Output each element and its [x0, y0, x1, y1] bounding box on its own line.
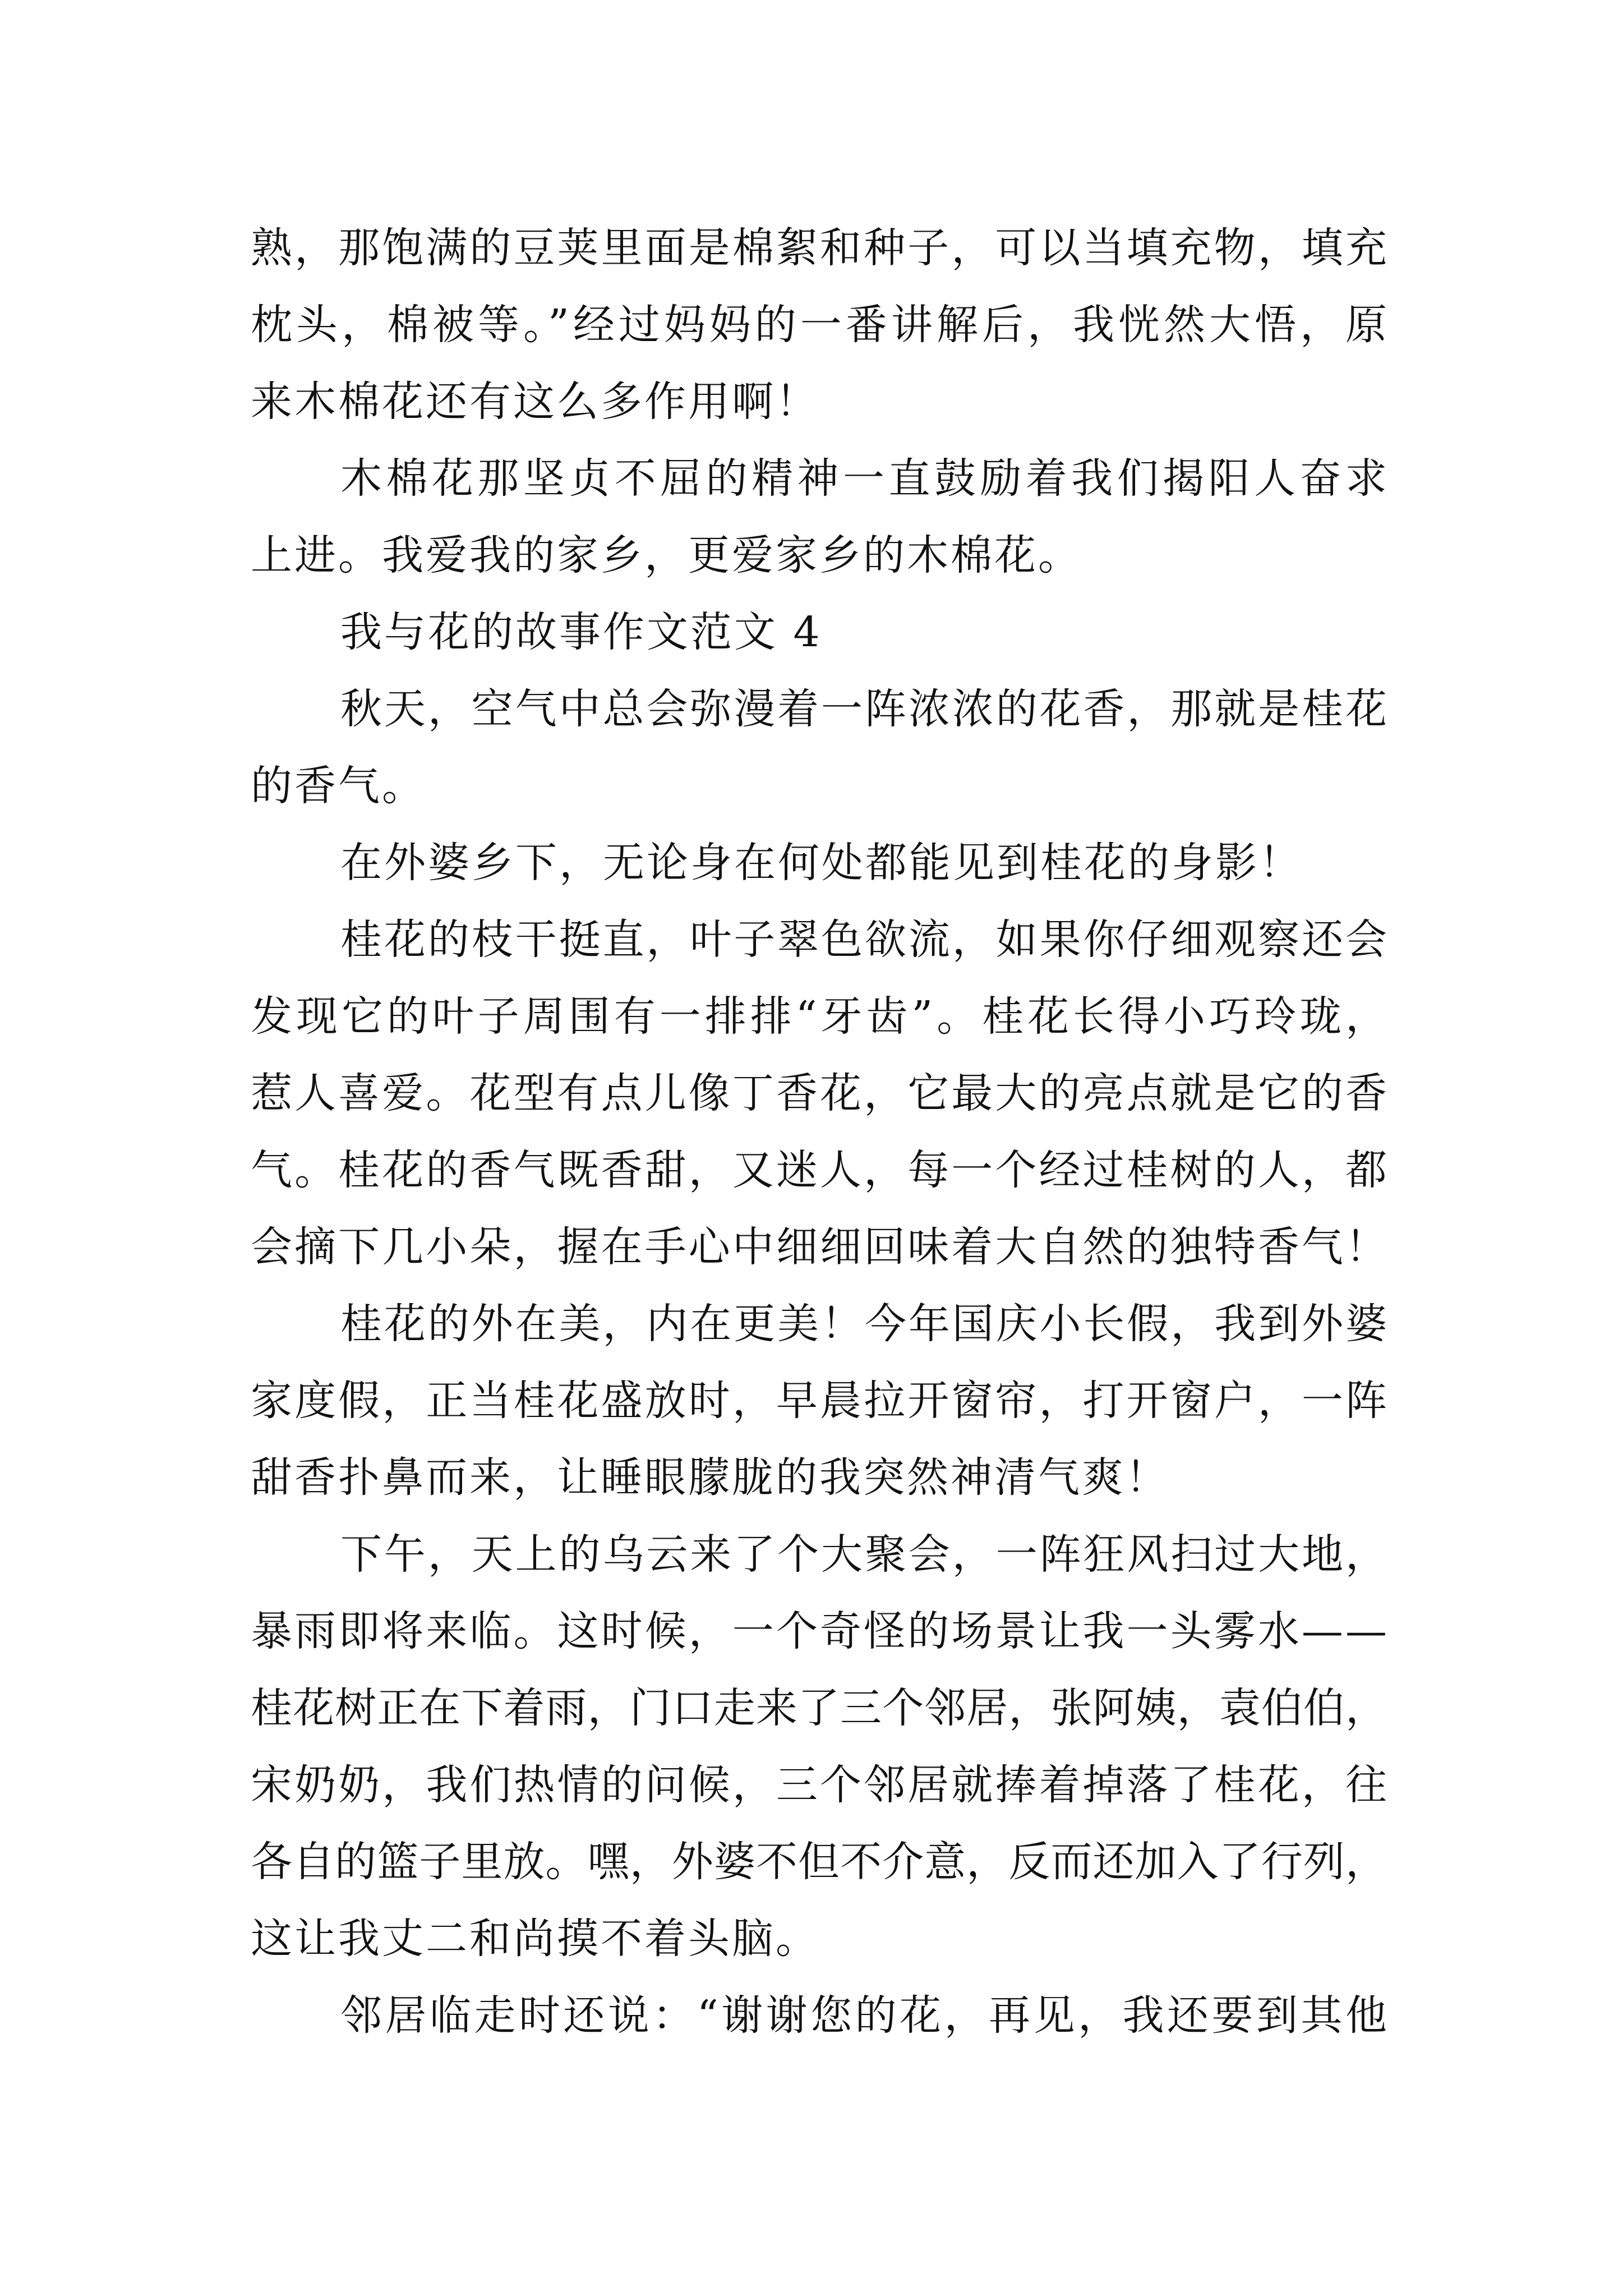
text-line: 发现它的叶子周围有一排排“牙齿”。桂花长得小巧玲珑，: [251, 992, 1391, 1041]
text-line: 的香气。: [251, 762, 426, 810]
paragraph: [251, 1286, 1390, 1516]
text-line: 秋天，空气中总会弥漫着一阵浓浓的花香，那就是桂花: [340, 685, 1389, 733]
text-line: 来木棉花还有这么多作用啊！: [251, 378, 819, 426]
text-line: 邻居临走时还说：“谢谢您的花，再见，我还要到其他: [340, 1991, 1390, 2040]
text-line: 木棉花那坚贞不屈的精神一直鼓励着我们揭阳人奋求: [340, 454, 1391, 503]
paragraph: [251, 440, 1391, 594]
text-line: 惹人喜爱。花型有点儿像丁香花，它最大的亮点就是它的香: [251, 1069, 1390, 1117]
text-line: 桂花的外在美，内在更美！今年国庆小长假，我到外婆: [340, 1300, 1389, 1348]
text-line: 在外婆乡下，无论身在何处都能见到桂花的身影！: [340, 839, 1303, 887]
paragraph: [251, 825, 1387, 901]
text-line: 这让我丈二和尚摸不着头脑。: [251, 1915, 819, 1963]
text-line: 各自的篮子里放。嘿，外婆不但不介意，反而还加入了行列，: [251, 1838, 1388, 1886]
paragraph: [251, 671, 1387, 825]
paragraph: [251, 210, 1391, 440]
document-page: [251, 210, 1391, 2054]
text-line: 暴雨即将来临。这时候，一个奇怪的场景让我一头雾水——: [251, 1607, 1390, 1655]
text-line: 宋奶奶，我们热情的问候，三个邻居就捧着掉落了桂花，往: [251, 1761, 1390, 1809]
text-line: 上进。我爱我的家乡，更爱家乡的木棉花。: [251, 531, 1082, 579]
text-line: 家度假，正当桂花盛放时，早晨拉开窗帘，打开窗户，一阵: [251, 1377, 1390, 1425]
text-line: 下午，天上的乌云来了个大聚会，一阵狂风扫过大地，: [340, 1530, 1389, 1579]
text-line: 桂花的枝干挺直，叶子翠色欲流，如果你仔细观察还会: [340, 915, 1389, 964]
text-line: 熟，那饱满的豆荚里面是棉絮和种子，可以当填充物，填充: [251, 224, 1390, 272]
paragraph: [251, 901, 1391, 1286]
paragraph: [251, 1977, 1390, 2054]
text-line: 气。桂花的香气既香甜，又迷人，每一个经过桂树的人，都: [251, 1146, 1390, 1194]
section-heading: 我与花的故事作文范文 4: [340, 608, 822, 656]
text-line: 会摘下几小朵，握在手心中细细回味着大自然的独特香气！: [251, 1223, 1390, 1271]
paragraph: [251, 1516, 1390, 1977]
text-line: 枕头，棉被等。”经过妈妈的一番讲解后，我恍然大悟，原: [251, 301, 1391, 349]
text-line: 桂花树正在下着雨，门口走来了三个邻居，张阿姨，袁伯伯，: [251, 1684, 1388, 1732]
text-line: 甜香扑鼻而来，让睡眼朦胧的我突然神清气爽！: [251, 1453, 1169, 1502]
